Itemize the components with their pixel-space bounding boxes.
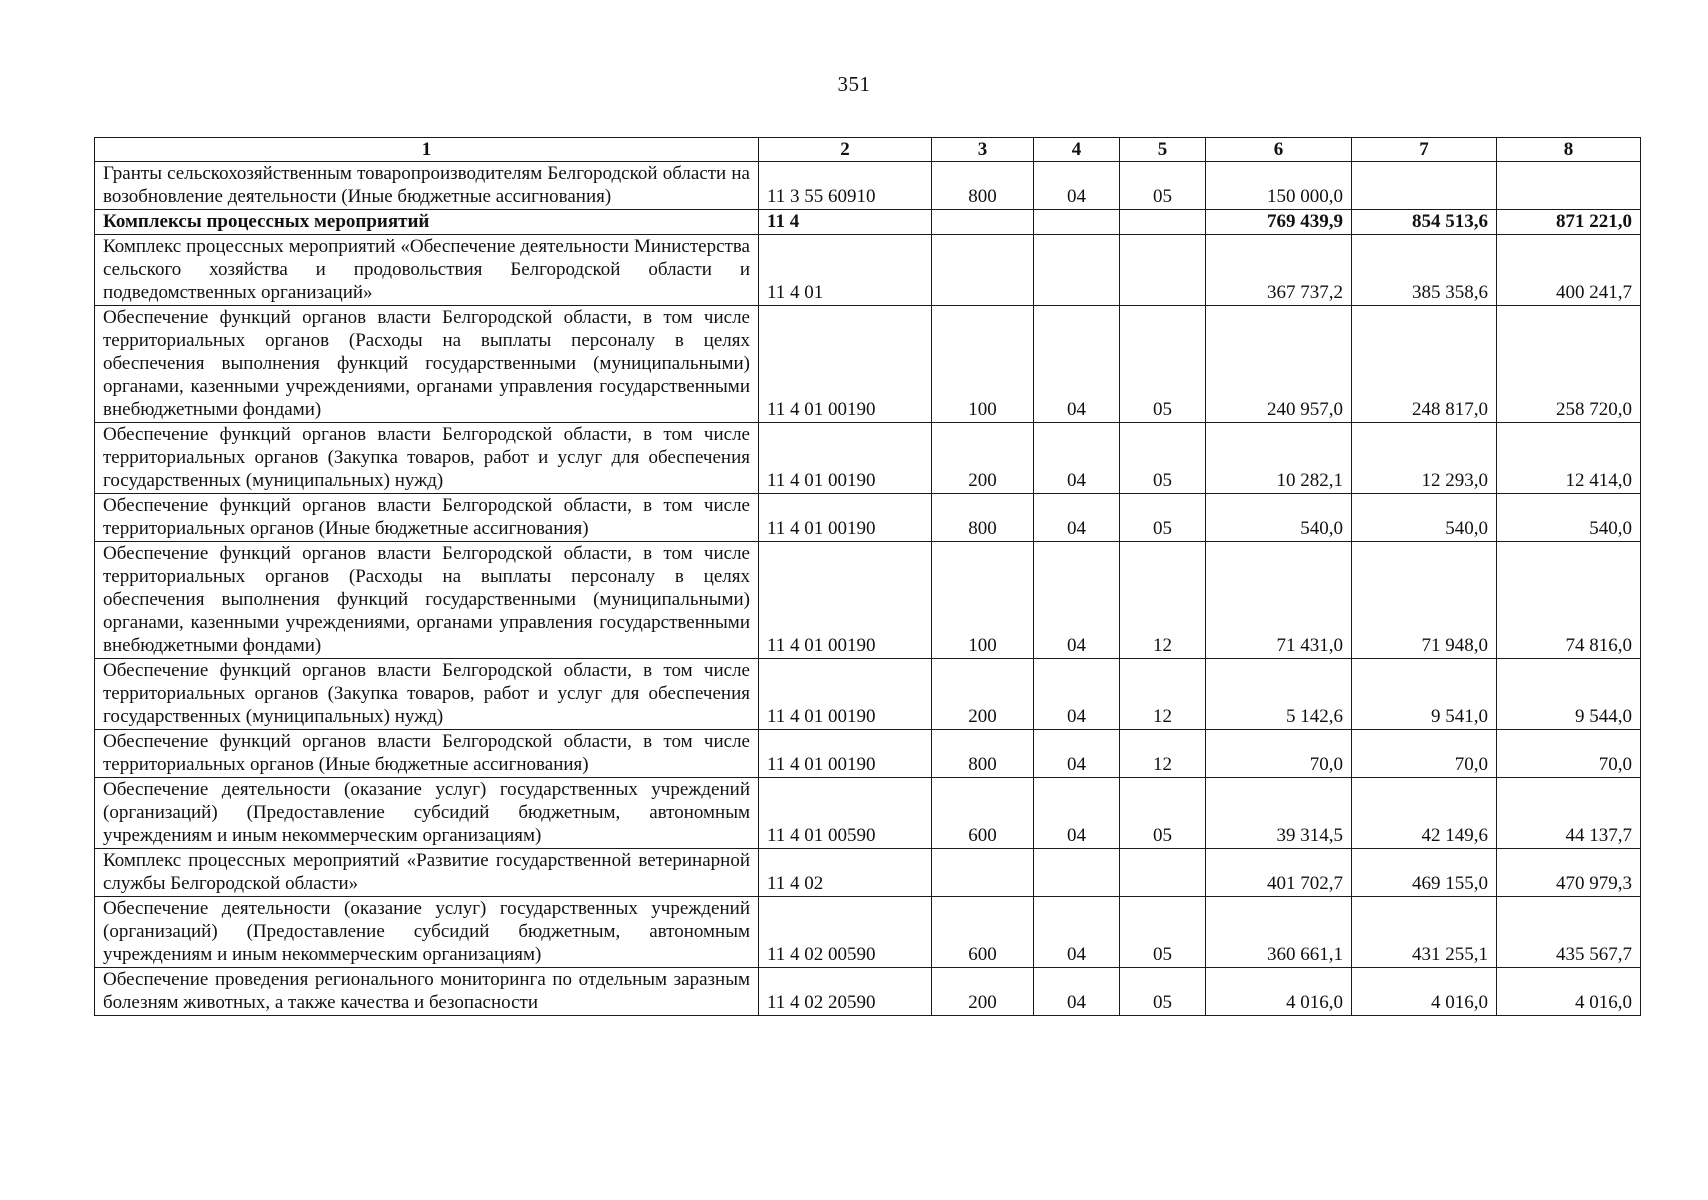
- amount-col7-cell: 248 817,0: [1352, 306, 1497, 423]
- amount-col8-cell: 470 979,3: [1497, 849, 1641, 897]
- amount-col8-cell: 871 221,0: [1497, 210, 1641, 235]
- amount-col7-cell: 71 948,0: [1352, 542, 1497, 659]
- amount-col7-cell: 385 358,6: [1352, 235, 1497, 306]
- table-row: [95, 494, 1641, 542]
- subsection-cell: 12: [1120, 730, 1206, 778]
- amount-col6-cell: 769 439,9: [1206, 210, 1352, 235]
- budget-code-cell: 11 4 01: [759, 235, 932, 306]
- table-row: [95, 306, 1641, 423]
- subsection-cell: 12: [1120, 542, 1206, 659]
- row-name-cell: Обеспечение проведения регионального мониторинга по отдельным заразным болезням животных, а также качества и безопасности: [95, 968, 759, 1016]
- amount-col7-cell: 431 255,1: [1352, 897, 1497, 968]
- row-name-cell: Обеспечение функций органов власти Белгородской области, в том числе территориальных органов (Закупка товаров, работ и услуг для обеспечения государственных (муниципальных) нужд): [95, 659, 759, 730]
- budget-code-cell: 11 4 02 20590: [759, 968, 932, 1016]
- page-number: 351: [837, 72, 871, 96]
- amount-col7-cell: 854 513,6: [1352, 210, 1497, 235]
- expense-type-cell: 100: [932, 306, 1034, 423]
- section-cell: 04: [1034, 897, 1120, 968]
- row-name-cell: Комплекс процессных мероприятий «Развитие государственной ветеринарной службы Белгородской области»: [95, 849, 759, 897]
- column-header: 8: [1497, 138, 1641, 162]
- amount-col8-cell: 70,0: [1497, 730, 1641, 778]
- section-cell: 04: [1034, 542, 1120, 659]
- amount-col6-cell: 360 661,1: [1206, 897, 1352, 968]
- amount-col7-cell: 70,0: [1352, 730, 1497, 778]
- amount-col7-cell: 4 016,0: [1352, 968, 1497, 1016]
- budget-code-cell: 11 4 01 00190: [759, 306, 932, 423]
- subsection-cell: 05: [1120, 968, 1206, 1016]
- expense-type-cell: 200: [932, 659, 1034, 730]
- amount-col8-cell: 4 016,0: [1497, 968, 1641, 1016]
- budget-code-cell: 11 4 01 00190: [759, 494, 932, 542]
- table-row: [95, 968, 1641, 1016]
- table-body: [95, 162, 1641, 1016]
- amount-col6-cell: 4 016,0: [1206, 968, 1352, 1016]
- budget-code-cell: 11 4 01 00190: [759, 730, 932, 778]
- amount-col6-cell: 5 142,6: [1206, 659, 1352, 730]
- expense-type-cell: 100: [932, 542, 1034, 659]
- section-cell: 04: [1034, 162, 1120, 210]
- section-cell: 04: [1034, 968, 1120, 1016]
- row-name-cell: Обеспечение функций органов власти Белгородской области, в том числе территориальных органов (Расходы на выплаты персоналу в целях обеспечения выполнения функций государственными (муниципальными) органами, казенными учреждениями, органами управления государственными внебюджетными фондами): [95, 306, 759, 423]
- amount-col8-cell: [1497, 162, 1641, 210]
- section-cell: [1034, 849, 1120, 897]
- expense-type-cell: [932, 849, 1034, 897]
- budget-code-cell: 11 4: [759, 210, 932, 235]
- budget-code-cell: 11 4 01 00190: [759, 423, 932, 494]
- header-row: [95, 138, 1641, 162]
- subsection-cell: 05: [1120, 897, 1206, 968]
- section-cell: 04: [1034, 778, 1120, 849]
- table-row: [95, 778, 1641, 849]
- subsection-cell: [1120, 210, 1206, 235]
- amount-col6-cell: 39 314,5: [1206, 778, 1352, 849]
- budget-code-cell: 11 3 55 60910: [759, 162, 932, 210]
- table-row: [95, 210, 1641, 235]
- table-row: [95, 897, 1641, 968]
- column-header: 7: [1352, 138, 1497, 162]
- amount-col6-cell: 540,0: [1206, 494, 1352, 542]
- row-name-cell: Обеспечение функций органов власти Белгородской области, в том числе территориальных органов (Закупка товаров, работ и услуг для обеспечения государственных (муниципальных) нужд): [95, 423, 759, 494]
- amount-col8-cell: 400 241,7: [1497, 235, 1641, 306]
- amount-col8-cell: 12 414,0: [1497, 423, 1641, 494]
- budget-code-cell: 11 4 02 00590: [759, 897, 932, 968]
- subsection-cell: 05: [1120, 162, 1206, 210]
- amount-col6-cell: 71 431,0: [1206, 542, 1352, 659]
- column-header: 3: [932, 138, 1034, 162]
- expense-type-cell: [932, 210, 1034, 235]
- section-cell: 04: [1034, 659, 1120, 730]
- column-header: 2: [759, 138, 932, 162]
- amount-col6-cell: 70,0: [1206, 730, 1352, 778]
- subsection-cell: [1120, 849, 1206, 897]
- expense-type-cell: 600: [932, 778, 1034, 849]
- expense-type-cell: 800: [932, 162, 1034, 210]
- budget-code-cell: 11 4 01 00590: [759, 778, 932, 849]
- table-row: [95, 423, 1641, 494]
- column-header: 6: [1206, 138, 1352, 162]
- table-row: [95, 849, 1641, 897]
- row-name-cell: Комплекс процессных мероприятий «Обеспечение деятельности Министерства сельского хозяйства и продовольствия Белгородской области и подведомственных организаций»: [95, 235, 759, 306]
- section-cell: 04: [1034, 306, 1120, 423]
- row-name-cell: Обеспечение функций органов власти Белгородской области, в том числе территориальных органов (Иные бюджетные ассигнования): [95, 730, 759, 778]
- amount-col8-cell: 540,0: [1497, 494, 1641, 542]
- amount-col7-cell: 469 155,0: [1352, 849, 1497, 897]
- subsection-cell: 05: [1120, 423, 1206, 494]
- amount-col6-cell: 150 000,0: [1206, 162, 1352, 210]
- section-cell: [1034, 235, 1120, 306]
- subsection-cell: [1120, 235, 1206, 306]
- expense-type-cell: 800: [932, 730, 1034, 778]
- column-header: 4: [1034, 138, 1120, 162]
- amount-col6-cell: 10 282,1: [1206, 423, 1352, 494]
- subsection-cell: 05: [1120, 778, 1206, 849]
- subsection-cell: 05: [1120, 306, 1206, 423]
- column-header: 1: [95, 138, 759, 162]
- table-row: [95, 542, 1641, 659]
- expense-type-cell: 200: [932, 968, 1034, 1016]
- amount-col6-cell: 240 957,0: [1206, 306, 1352, 423]
- budget-code-cell: 11 4 02: [759, 849, 932, 897]
- table-row: [95, 730, 1641, 778]
- budget-code-cell: 11 4 01 00190: [759, 659, 932, 730]
- section-cell: 04: [1034, 730, 1120, 778]
- amount-col8-cell: 44 137,7: [1497, 778, 1641, 849]
- section-cell: 04: [1034, 494, 1120, 542]
- amount-col6-cell: 401 702,7: [1206, 849, 1352, 897]
- subsection-cell: 12: [1120, 659, 1206, 730]
- row-name-cell: Обеспечение функций органов власти Белгородской области, в том числе территориальных органов (Расходы на выплаты персоналу в целях обеспечения выполнения функций государственными (муниципальными) органами, казенными учреждениями, органами управления государственными внебюджетными фондами): [95, 542, 759, 659]
- table-row: [95, 162, 1641, 210]
- amount-col7-cell: [1352, 162, 1497, 210]
- table-row: [95, 235, 1641, 306]
- budget-table: [94, 137, 1641, 1016]
- expense-type-cell: 600: [932, 897, 1034, 968]
- amount-col8-cell: 74 816,0: [1497, 542, 1641, 659]
- section-cell: [1034, 210, 1120, 235]
- section-cell: 04: [1034, 423, 1120, 494]
- row-name-cell: Комплексы процессных мероприятий: [95, 210, 759, 235]
- amount-col7-cell: 540,0: [1352, 494, 1497, 542]
- table-row: [95, 659, 1641, 730]
- subsection-cell: 05: [1120, 494, 1206, 542]
- row-name-cell: Обеспечение деятельности (оказание услуг) государственных учреждений (организаций) (Предоставление субсидий бюджетным, автономным учреждениям и иным некоммерческим организациям): [95, 778, 759, 849]
- expense-type-cell: 200: [932, 423, 1034, 494]
- amount-col8-cell: 435 567,7: [1497, 897, 1641, 968]
- row-name-cell: Гранты сельскохозяйственным товаропроизводителям Белгородской области на возобновление деятельности (Иные бюджетные ассигнования): [95, 162, 759, 210]
- budget-code-cell: 11 4 01 00190: [759, 542, 932, 659]
- amount-col6-cell: 367 737,2: [1206, 235, 1352, 306]
- amount-col7-cell: 42 149,6: [1352, 778, 1497, 849]
- expense-type-cell: 800: [932, 494, 1034, 542]
- amount-col7-cell: 9 541,0: [1352, 659, 1497, 730]
- amount-col8-cell: 258 720,0: [1497, 306, 1641, 423]
- expense-type-cell: [932, 235, 1034, 306]
- row-name-cell: Обеспечение функций органов власти Белгородской области, в том числе территориальных органов (Иные бюджетные ассигнования): [95, 494, 759, 542]
- row-name-cell: Обеспечение деятельности (оказание услуг) государственных учреждений (организаций) (Предоставление субсидий бюджетным, автономным учреждениям и иным некоммерческим организациям): [95, 897, 759, 968]
- amount-col8-cell: 9 544,0: [1497, 659, 1641, 730]
- column-header: 5: [1120, 138, 1206, 162]
- amount-col7-cell: 12 293,0: [1352, 423, 1497, 494]
